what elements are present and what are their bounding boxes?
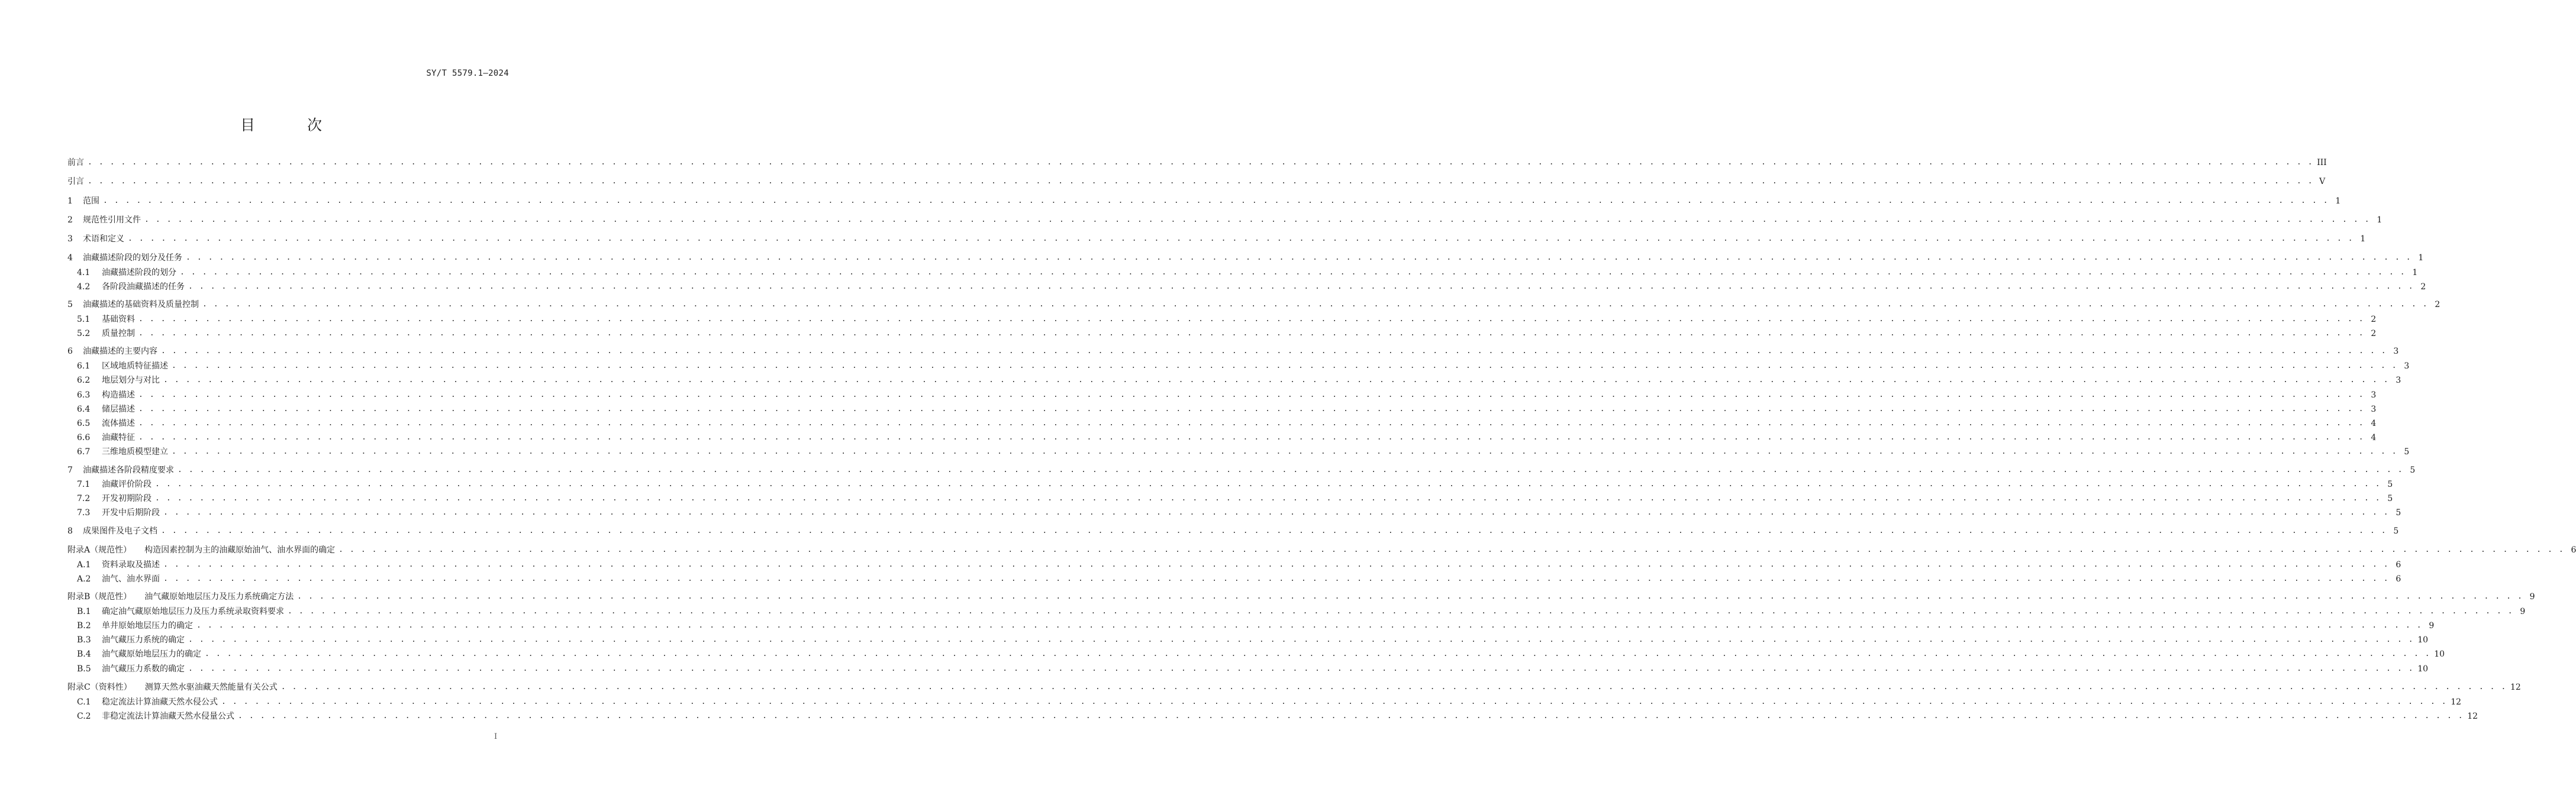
toc-leader-dots: . . . . . . . . . . . . . . . . . . . . . . . . . . . . . . . . . . . . . . . . . . . . . . . . . . . . . . . . . . . . . . . . . . . . . . . . . . . . . . . . . . . . . . . . . . . . . . . . . . . . . . . . . . . . . . . . . . . . . . . . . . . . . . . . . . . . . . . . . . . . . . . . . . . . . . . . . . . . . . . . . . . . . . . . . . . . . . . . . . . . . . . . . . . . . . . . . . . . . . . .: [138, 329, 2365, 338]
toc-entry-number: 5: [67, 300, 73, 309]
toc-entry-title: 非稳定流法计算油藏天然水侵量公式: [102, 712, 234, 721]
toc-entry-number: C.1: [77, 697, 91, 707]
toc-leader-dots: . . . . . . . . . . . . . . . . . . . . . . . . . . . . . . . . . . . . . . . . . . . . . . . . . . . . . . . . . . . . . . . . . . . . . . . . . . . . . . . . . . . . . . . . . . . . . . . . . . . . . . . . . . . . . . . . . . . . . . . . . . . . . . . . . . . . . . . . . . . . . . . . . . . . . . . . . . . . . . . . . . . . . . . . . . . . . . . . . . . . . . . . . . . . . . . . . . . . . . . .: [172, 447, 2398, 456]
toc-entry-number: 6.1: [77, 361, 91, 371]
toc-entry-number: 2: [67, 215, 73, 225]
toc-leader-dots: . . . . . . . . . . . . . . . . . . . . . . . . . . . . . . . . . . . . . . . . . . . . . . . . . . . . . . . . . . . . . . . . . . . . . . . . . . . . . . . . . . . . . . . . . . . . . . . . . . . . . . . . . . . . . . . . . . . . . . . . . . . . . . . . . . . . . . . . . . . . . . . . . . . . . . . . . . . . . . . . . . . . . . . . . . . . . . . . . . . . . . . . . . . . . . . . . . . . . . . .: [88, 177, 2314, 186]
toc-entry-title: 基础资料: [102, 315, 135, 324]
toc-entry-number: B.4: [77, 649, 91, 659]
toc-entry-number: 4.1: [77, 268, 91, 277]
toc-entry[interactable]: [67, 176, 2326, 188]
toc-entry-number: 7.1: [77, 480, 91, 489]
toc-entry[interactable]: [77, 446, 2410, 458]
toc-leader-dots: . . . . . . . . . . . . . . . . . . . . . . . . . . . . . . . . . . . . . . . . . . . . . . . . . . . . . . . . . . . . . . . . . . . . . . . . . . . . . . . . . . . . . . . . . . . . . . . . . . . . . . . . . . . . . . . . . . . . . . . . . . . . . . . . . . . . . . . . . . . . . . . . . . . . . . . . . . . . . . . . . . . . . . . . . . . . . . . . . . . . . . . . . . . . . . . . . . . . . . . .: [128, 234, 2354, 243]
toc-entry[interactable]: [67, 157, 2327, 169]
toc-page-number: 1: [2335, 196, 2341, 206]
toc-entry-title: 地层划分与对比: [102, 376, 160, 385]
toc-entry-title: 成果图件及电子文档: [83, 526, 157, 536]
toc-entry-number: 4.2: [77, 282, 91, 292]
toc-title: 目 次: [240, 117, 346, 134]
toc-page-number: 6: [2396, 574, 2401, 584]
toc-entry-title: 测算天然水驱油藏天然能量有关公式: [144, 683, 278, 692]
toc-entry[interactable]: [77, 281, 2426, 293]
toc-page-number: 10: [2417, 635, 2429, 645]
toc-page-number: 2: [2371, 329, 2377, 338]
toc-entry-number: B.5: [77, 664, 91, 674]
toc-leader-dots: . . . . . . . . . . . . . . . . . . . . . . . . . . . . . . . . . . . . . . . . . . . . . . . . . . . . . . . . . . . . . . . . . . . . . . . . . . . . . . . . . . . . . . . . . . . . . . . . . . . . . . . . . . . . . . . . . . . . . . . . . . . . . . . . . . . . . . . . . . . . . . . . . . . . . . . . . . . . . . . . . . . . . . . . . . . . . . . . . . . . . . . . . . . . . . . . . . . . . . . .: [161, 347, 2387, 356]
toc-page-number: 10: [2417, 664, 2429, 674]
toc-page-number: 2: [2371, 315, 2377, 324]
toc-page-number: 3: [2404, 361, 2410, 371]
toc-page-number: 6: [2571, 545, 2576, 555]
toc-page-number: 5: [2387, 494, 2393, 503]
toc-entry[interactable]: [67, 345, 2399, 357]
toc-page-number: 3: [2396, 376, 2401, 385]
toc-entry-title: 单井原始地层压力的确定: [102, 621, 193, 631]
toc-entry-title: 构造因素控制为主的油藏原始油气、油水界面的确定: [144, 545, 336, 555]
toc-page-number: III: [2317, 158, 2327, 167]
toc-entry-title: 规范性引用文件: [83, 215, 141, 225]
toc-entry[interactable]: [67, 233, 2366, 245]
toc-page-number: 5: [2393, 526, 2399, 536]
toc-page-number: 1: [2418, 253, 2424, 263]
toc-leader-dots: . . . . . . . . . . . . . . . . . . . . . . . . . . . . . . . . . . . . . . . . . . . . . . . . . . . . . . . . . . . . . . . . . . . . . . . . . . . . . . . . . . . . . . . . . . . . . . . . . . . . . . . . . . . . . . . . . . . . . . . . . . . . . . . . . . . . . . . . . . . . . . . . . . . . . . . . . . . . . . . . . . . . . . . . . . . . . . . . . . . . . . . . . . . . . . . . . . . . . . . .: [138, 405, 2365, 413]
toc-entry[interactable]: [77, 620, 2435, 632]
toc-leader-dots: . . . . . . . . . . . . . . . . . . . . . . . . . . . . . . . . . . . . . . . . . . . . . . . . . . . . . . . . . . . . . . . . . . . . . . . . . . . . . . . . . . . . . . . . . . . . . . . . . . . . . . . . . . . . . . . . . . . . . . . . . . . . . . . . . . . . . . . . . . . . . . . . . . . . . . . . . . . . . . . . . . . . . . . . . . . . . . . . . . . . . . . . . . . . . . . . . . . . . . . .: [155, 480, 2381, 489]
toc-entry-number: C.2: [77, 712, 91, 721]
toc-entry[interactable]: [77, 374, 2401, 386]
toc-entry-title: 构造描述: [102, 390, 135, 400]
toc-leader-dots: . . . . . . . . . . . . . . . . . . . . . . . . . . . . . . . . . . . . . . . . . . . . . . . . . . . . . . . . . . . . . . . . . . . . . . . . . . . . . . . . . . . . . . . . . . . . . . . . . . . . . . . . . . . . . . . . . . . . . . . . . . . . . . . . . . . . . . . . . . . . . . . . . . . . . . . . . . . . . . . . . . . . . . . . . . . . . . . . . . . . . . . . . . . . . . . . . . . . . . . .: [288, 607, 2514, 616]
toc-entry-title: 开发初期阶段: [102, 494, 151, 503]
toc-leader-dots: . . . . . . . . . . . . . . . . . . . . . . . . . . . . . . . . . . . . . . . . . . . . . . . . . . . . . . . . . . . . . . . . . . . . . . . . . . . . . . . . . . . . . . . . . . . . . . . . . . . . . . . . . . . . . . . . . . . . . . . . . . . . . . . . . . . . . . . . . . . . . . . . . . . . . . . . . . . . . . . . . . . . . . . . . . . . . . . . . . . . . . . . . . . . . . . . . . . . . . . .: [138, 390, 2365, 399]
toc-page-number: V: [2319, 177, 2326, 186]
toc-entry-number: B.2: [77, 621, 91, 631]
toc-entry[interactable]: [67, 299, 2440, 311]
toc-entry[interactable]: [77, 573, 2401, 585]
toc-entry-title: 油气藏压力系数的确定: [102, 664, 185, 674]
toc-entry[interactable]: [77, 314, 2377, 325]
toc-leader-dots: . . . . . . . . . . . . . . . . . . . . . . . . . . . . . . . . . . . . . . . . . . . . . . . . . . . . . . . . . . . . . . . . . . . . . . . . . . . . . . . . . . . . . . . . . . . . . . . . . . . . . . . . . . . . . . . . . . . . . . . . . . . . . . . . . . . . . . . . . . . . . . . . . . . . . . . . . . . . . . . . . . . . . . . . . . . . . . . . . . . . . . . . . . . . . . . . . . . . . . . .: [180, 268, 2406, 277]
toc-entry[interactable]: [67, 464, 2416, 476]
toc-entry[interactable]: [77, 634, 2429, 646]
toc-page-number: 12: [2451, 697, 2462, 707]
toc-entry-title: 术语和定义: [83, 234, 124, 244]
toc-appendix-type: （规范性）: [90, 545, 132, 555]
toc-entry-number: 6.5: [77, 419, 91, 428]
toc-page-number: 3: [2371, 405, 2377, 414]
toc-entry[interactable]: [77, 648, 2445, 660]
toc-page-number: 12: [2467, 712, 2478, 721]
toc-entry-number: 6.3: [77, 390, 91, 400]
toc-page-number: 6: [2396, 560, 2401, 570]
toc-entry-title: 储层描述: [102, 405, 135, 414]
toc-page-number: 10: [2434, 649, 2445, 659]
toc-entry-title: 流体描述: [102, 419, 135, 428]
toc-entry[interactable]: [67, 525, 2399, 537]
toc-entry[interactable]: [67, 544, 2576, 556]
toc-entry-title: 油藏特征: [102, 433, 135, 442]
toc-leader-dots: . . . . . . . . . . . . . . . . . . . . . . . . . . . . . . . . . . . . . . . . . . . . . . . . . . . . . . . . . . . . . . . . . . . . . . . . . . . . . . . . . . . . . . . . . . . . . . . . . . . . . . . . . . . . . . . . . . . . . . . . . . . . . . . . . . . . . . . . . . . . . . . . . . . . . . . . . . . . . . . . . . . . . . . . . . . . . . . . . . . . . . . . . . . . . . . . . . . . . . . .: [144, 215, 2371, 224]
toc-leader-dots: . . . . . . . . . . . . . . . . . . . . . . . . . . . . . . . . . . . . . . . . . . . . . . . . . . . . . . . . . . . . . . . . . . . . . . . . . . . . . . . . . . . . . . . . . . . . . . . . . . . . . . . . . . . . . . . . . . . . . . . . . . . . . . . . . . . . . . . . . . . . . . . . . . . . . . . . . . . . . . . . . . . . . . . . . . . . . . . . . . . . . . . . . . . . . . . . . . . . . . . .: [188, 635, 2414, 644]
toc-entry-number: 3: [67, 234, 73, 244]
toc-entry-title: 三维地质模型建立: [102, 447, 168, 457]
toc-entry[interactable]: [77, 710, 2478, 722]
toc-entry-number: A.1: [77, 560, 91, 570]
toc-leader-dots: . . . . . . . . . . . . . . . . . . . . . . . . . . . . . . . . . . . . . . . . . . . . . . . . . . . . . . . . . . . . . . . . . . . . . . . . . . . . . . . . . . . . . . . . . . . . . . . . . . . . . . . . . . . . . . . . . . . . . . . . . . . . . . . . . . . . . . . . . . . . . . . . . . . . . . . . . . . . . . . . . . . . . . . . . . . . . . . . . . . . . . . . . . . . . . . . . . . . . . . .: [281, 683, 2507, 691]
toc-page-number: 5: [2410, 466, 2416, 475]
toc-leader-dots: . . . . . . . . . . . . . . . . . . . . . . . . . . . . . . . . . . . . . . . . . . . . . . . . . . . . . . . . . . . . . . . . . . . . . . . . . . . . . . . . . . . . . . . . . . . . . . . . . . . . . . . . . . . . . . . . . . . . . . . . . . . . . . . . . . . . . . . . . . . . . . . . . . . . . . . . . . . . . . . . . . . . . . . . . . . . . . . . . . . . . . . . . . . . . . . . . . . . . . . .: [186, 253, 2412, 262]
toc-leader-dots: . . . . . . . . . . . . . . . . . . . . . . . . . . . . . . . . . . . . . . . . . . . . . . . . . . . . . . . . . . . . . . . . . . . . . . . . . . . . . . . . . . . . . . . . . . . . . . . . . . . . . . . . . . . . . . . . . . . . . . . . . . . . . . . . . . . . . . . . . . . . . . . . . . . . . . . . . . . . . . . . . . . . . . . . . . . . . . . . . . . . . . . . . . . . . . . . . . . . . . . .: [138, 419, 2365, 428]
toc-entry-title: 油藏描述阶段的划分及任务: [83, 253, 182, 263]
toc-entry-number: 7: [67, 466, 73, 475]
toc-entry-title: 油藏描述的基础资料及质量控制: [83, 300, 199, 309]
toc-page-number: 2: [2420, 282, 2426, 292]
toc-leader-dots: . . . . . . . . . . . . . . . . . . . . . . . . . . . . . . . . . . . . . . . . . . . . . . . . . . . . . . . . . . . . . . . . . . . . . . . . . . . . . . . . . . . . . . . . . . . . . . . . . . . . . . . . . . . . . . . . . . . . . . . . . . . . . . . . . . . . . . . . . . . . . . . . . . . . . . . . . . . . . . . . . . . . . . . . . . . . . . . . . . . . . . . . . . . . . . . . . . . . . . . .: [163, 508, 2390, 517]
toc-entry[interactable]: [77, 663, 2429, 675]
toc-leader-dots: . . . . . . . . . . . . . . . . . . . . . . . . . . . . . . . . . . . . . . . . . . . . . . . . . . . . . . . . . . . . . . . . . . . . . . . . . . . . . . . . . . . . . . . . . . . . . . . . . . . . . . . . . . . . . . . . . . . . . . . . . . . . . . . . . . . . . . . . . . . . . . . . . . . . . . . . . . . . . . . . . . . . . . . . . . . . . . . . . . . . . . . . . . . . . . . . . . . . . . . .: [163, 376, 2390, 384]
toc-entry-title: 油气藏原始地层压力的确定: [102, 649, 201, 659]
toc-entry-number: 6.7: [77, 447, 91, 457]
toc-leader-dots: . . . . . . . . . . . . . . . . . . . . . . . . . . . . . . . . . . . . . . . . . . . . . . . . . . . . . . . . . . . . . . . . . . . . . . . . . . . . . . . . . . . . . . . . . . . . . . . . . . . . . . . . . . . . . . . . . . . . . . . . . . . . . . . . . . . . . . . . . . . . . . . . . . . . . . . . . . . . . . . . . . . . . . . . . . . . . . . . . . . . . . . . . . . . . . . . . . . . . . . .: [205, 649, 2431, 658]
toc-entry-title: 确定油气藏原始地层压力及压力系统录取资料要求: [102, 607, 284, 616]
toc-entry-number: 6.4: [77, 405, 91, 414]
toc-appendix-type: （资料性）: [90, 683, 132, 692]
toc-leader-dots: . . . . . . . . . . . . . . . . . . . . . . . . . . . . . . . . . . . . . . . . . . . . . . . . . . . . . . . . . . . . . . . . . . . . . . . . . . . . . . . . . . . . . . . . . . . . . . . . . . . . . . . . . . . . . . . . . . . . . . . . . . . . . . . . . . . . . . . . . . . . . . . . . . . . . . . . . . . . . . . . . . . . . . . . . . . . . . . . . . . . . . . . . . . . . . . . . . . . . . . .: [163, 560, 2390, 569]
toc-leader-dots: . . . . . . . . . . . . . . . . . . . . . . . . . . . . . . . . . . . . . . . . . . . . . . . . . . . . . . . . . . . . . . . . . . . . . . . . . . . . . . . . . . . . . . . . . . . . . . . . . . . . . . . . . . . . . . . . . . . . . . . . . . . . . . . . . . . . . . . . . . . . . . . . . . . . . . . . . . . . . . . . . . . . . . . . . . . . . . . . . . . . . . . . . . . . . . . . . . . . . . . .: [172, 361, 2398, 370]
toc-leader-dots: . . . . . . . . . . . . . . . . . . . . . . . . . . . . . . . . . . . . . . . . . . . . . . . . . . . . . . . . . . . . . . . . . . . . . . . . . . . . . . . . . . . . . . . . . . . . . . . . . . . . . . . . . . . . . . . . . . . . . . . . . . . . . . . . . . . . . . . . . . . . . . . . . . . . . . . . . . . . . . . . . . . . . . . . . . . . . . . . . . . . . . . . . . . . . . . . . . . . . . . .: [178, 466, 2404, 474]
toc-entry-number: B.1: [77, 607, 91, 616]
toc-page-number: 9: [2429, 621, 2435, 631]
toc-entry-title: 开发中后期阶段: [102, 508, 160, 518]
toc-entry-title: 稳定流法计算油藏天然水侵公式: [102, 697, 218, 707]
toc-leader-dots: . . . . . . . . . . . . . . . . . . . . . . . . . . . . . . . . . . . . . . . . . . . . . . . . . . . . . . . . . . . . . . . . . . . . . . . . . . . . . . . . . . . . . . . . . . . . . . . . . . . . . . . . . . . . . . . . . . . . . . . . . . . . . . . . . . . . . . . . . . . . . . . . . . . . . . . . . . . . . . . . . . . . . . . . . . . . . . . . . . . . . . . . . . . . . . . . . . . . . . . .: [188, 282, 2414, 291]
toc-entry-title: 油气藏压力系统的确定: [102, 635, 185, 645]
toc-entry[interactable]: [77, 389, 2377, 401]
toc-entry[interactable]: [67, 214, 2382, 226]
toc-leader-dots: . . . . . . . . . . . . . . . . . . . . . . . . . . . . . . . . . . . . . . . . . . . . . . . . . . . . . . . . . . . . . . . . . . . . . . . . . . . . . . . . . . . . . . . . . . . . . . . . . . . . . . . . . . . . . . . . . . . . . . . . . . . . . . . . . . . . . . . . . . . . . . . . . . . . . . . . . . . . . . . . . . . . . . . . . . . . . . . . . . . . . . . . . . . . . . . . . . . . . . . .: [238, 712, 2464, 720]
toc-leader-dots: . . . . . . . . . . . . . . . . . . . . . . . . . . . . . . . . . . . . . . . . . . . . . . . . . . . . . . . . . . . . . . . . . . . . . . . . . . . . . . . . . . . . . . . . . . . . . . . . . . . . . . . . . . . . . . . . . . . . . . . . . . . . . . . . . . . . . . . . . . . . . . . . . . . . . . . . . . . . . . . . . . . . . . . . . . . . . . . . . . . . . . . . . . . . . . . . . . . . . . . .: [196, 621, 2423, 630]
toc-entry-number: 8: [67, 526, 73, 536]
page-number: I: [494, 732, 498, 741]
standard-code: SY/T 5579.1—2024: [426, 69, 509, 78]
toc-leader-dots: . . . . . . . . . . . . . . . . . . . . . . . . . . . . . . . . . . . . . . . . . . . . . . . . . . . . . . . . . . . . . . . . . . . . . . . . . . . . . . . . . . . . . . . . . . . . . . . . . . . . . . . . . . . . . . . . . . . . . . . . . . . . . . . . . . . . . . . . . . . . . . . . . . . . . . . . . . . . . . . . . . . . . . . . . . . . . . . . . . . . . . . . . . . . . . . . . . . . . . . .: [221, 697, 2448, 706]
toc-page-number: 2: [2435, 300, 2440, 309]
toc-entry-number: 5.1: [77, 315, 91, 324]
toc-page-number: 12: [2510, 683, 2521, 692]
toc-entry[interactable]: [67, 252, 2424, 264]
toc-entry-title: 油藏描述各阶段精度要求: [83, 466, 174, 475]
toc-leader-dots: . . . . . . . . . . . . . . . . . . . . . . . . . . . . . . . . . . . . . . . . . . . . . . . . . . . . . . . . . . . . . . . . . . . . . . . . . . . . . . . . . . . . . . . . . . . . . . . . . . . . . . . . . . . . . . . . . . . . . . . . . . . . . . . . . . . . . . . . . . . . . . . . . . . . . . . . . . . . . . . . . . . . . . . . . . . . . . . . . . . . . . . . . . . . . . . . . . . . . . . .: [88, 158, 2314, 167]
toc-appendix-type: （规范性）: [90, 592, 132, 602]
toc-entry-number: B.3: [77, 635, 91, 645]
toc-entry[interactable]: [77, 559, 2401, 571]
toc-entry-title: 油气、油水界面: [102, 574, 160, 584]
toc-entry[interactable]: [77, 696, 2462, 708]
toc-entry-number: 5.2: [77, 329, 91, 338]
toc-page-number: 3: [2393, 347, 2399, 356]
toc-entry-number: A.2: [77, 574, 91, 584]
toc-entry-number: 6: [67, 347, 73, 356]
toc-entry[interactable]: [77, 328, 2377, 340]
toc-page-number: 9: [2520, 607, 2526, 616]
toc-entry-title: 油藏评价阶段: [102, 480, 151, 489]
toc-entry-title: 引言: [67, 177, 84, 186]
toc-entry[interactable]: [77, 507, 2401, 519]
toc-page-number: 5: [2387, 480, 2393, 489]
toc-entry-title: 范围: [83, 196, 99, 206]
toc-entry-title: 油藏描述阶段的划分: [102, 268, 176, 277]
toc-leader-dots: . . . . . . . . . . . . . . . . . . . . . . . . . . . . . . . . . . . . . . . . . . . . . . . . . . . . . . . . . . . . . . . . . . . . . . . . . . . . . . . . . . . . . . . . . . . . . . . . . . . . . . . . . . . . . . . . . . . . . . . . . . . . . . . . . . . . . . . . . . . . . . . . . . . . . . . . . . . . . . . . . . . . . . . . . . . . . . . . . . . . . . . . . . . . . . . . . . . . . . . .: [155, 494, 2381, 503]
toc-page-number: 9: [2529, 592, 2535, 602]
toc-entry-number: 6.2: [77, 376, 91, 385]
toc-leader-dots: . . . . . . . . . . . . . . . . . . . . . . . . . . . . . . . . . . . . . . . . . . . . . . . . . . . . . . . . . . . . . . . . . . . . . . . . . . . . . . . . . . . . . . . . . . . . . . . . . . . . . . . . . . . . . . . . . . . . . . . . . . . . . . . . . . . . . . . . . . . . . . . . . . . . . . . . . . . . . . . . . . . . . . . . . . . . . . . . . . . . . . . . . . . . . . . . . . . . . . . .: [338, 545, 2565, 554]
toc-entry[interactable]: [67, 681, 2521, 693]
toc-leader-dots: . . . . . . . . . . . . . . . . . . . . . . . . . . . . . . . . . . . . . . . . . . . . . . . . . . . . . . . . . . . . . . . . . . . . . . . . . . . . . . . . . . . . . . . . . . . . . . . . . . . . . . . . . . . . . . . . . . . . . . . . . . . . . . . . . . . . . . . . . . . . . . . . . . . . . . . . . . . . . . . . . . . . . . . . . . . . . . . . . . . . . . . . . . . . . . . . . . . . . . . .: [138, 433, 2365, 442]
toc-entry[interactable]: [77, 267, 2418, 279]
toc-leader-dots: . . . . . . . . . . . . . . . . . . . . . . . . . . . . . . . . . . . . . . . . . . . . . . . . . . . . . . . . . . . . . . . . . . . . . . . . . . . . . . . . . . . . . . . . . . . . . . . . . . . . . . . . . . . . . . . . . . . . . . . . . . . . . . . . . . . . . . . . . . . . . . . . . . . . . . . . . . . . . . . . . . . . . . . . . . . . . . . . . . . . . . . . . . . . . . . . . . . . . . . .: [297, 592, 2523, 601]
toc-leader-dots: . . . . . . . . . . . . . . . . . . . . . . . . . . . . . . . . . . . . . . . . . . . . . . . . . . . . . . . . . . . . . . . . . . . . . . . . . . . . . . . . . . . . . . . . . . . . . . . . . . . . . . . . . . . . . . . . . . . . . . . . . . . . . . . . . . . . . . . . . . . . . . . . . . . . . . . . . . . . . . . . . . . . . . . . . . . . . . . . . . . . . . . . . . . . . . . . . . . . . . . .: [188, 664, 2414, 673]
toc-entry[interactable]: [77, 432, 2377, 444]
toc-entry[interactable]: [77, 606, 2526, 618]
toc-entry[interactable]: [77, 479, 2393, 490]
toc-entry-title: 区域地质特征描述: [102, 361, 168, 371]
toc-entry-title: 各阶段油藏描述的任务: [102, 282, 185, 292]
toc-leader-dots: . . . . . . . . . . . . . . . . . . . . . . . . . . . . . . . . . . . . . . . . . . . . . . . . . . . . . . . . . . . . . . . . . . . . . . . . . . . . . . . . . . . . . . . . . . . . . . . . . . . . . . . . . . . . . . . . . . . . . . . . . . . . . . . . . . . . . . . . . . . . . . . . . . . . . . . . . . . . . . . . . . . . . . . . . . . . . . . . . . . . . . . . . . . . . . . . . . . . . . . .: [161, 526, 2387, 535]
toc-page-number: 4: [2371, 419, 2377, 428]
toc-entry-title: 质量控制: [102, 329, 135, 338]
toc-page-number: 5: [2404, 447, 2410, 457]
toc-entry-number: 7.3: [77, 508, 91, 518]
toc-entry-title: 油气藏原始地层压力及压力系统确定方法: [144, 592, 294, 602]
toc-entry-number: 7.2: [77, 494, 91, 503]
toc-leader-dots: . . . . . . . . . . . . . . . . . . . . . . . . . . . . . . . . . . . . . . . . . . . . . . . . . . . . . . . . . . . . . . . . . . . . . . . . . . . . . . . . . . . . . . . . . . . . . . . . . . . . . . . . . . . . . . . . . . . . . . . . . . . . . . . . . . . . . . . . . . . . . . . . . . . . . . . . . . . . . . . . . . . . . . . . . . . . . . . . . . . . . . . . . . . . . . . . . . . . . . . .: [103, 196, 2329, 205]
toc-leader-dots: . . . . . . . . . . . . . . . . . . . . . . . . . . . . . . . . . . . . . . . . . . . . . . . . . . . . . . . . . . . . . . . . . . . . . . . . . . . . . . . . . . . . . . . . . . . . . . . . . . . . . . . . . . . . . . . . . . . . . . . . . . . . . . . . . . . . . . . . . . . . . . . . . . . . . . . . . . . . . . . . . . . . . . . . . . . . . . . . . . . . . . . . . . . . . . . . . . . . . . . .: [202, 300, 2429, 309]
toc-page-number: 1: [2360, 234, 2366, 244]
toc-entry-number: 附录C: [67, 683, 91, 692]
toc-page-number: 4: [2371, 433, 2377, 442]
toc-entry-title: 资料录取及描述: [102, 560, 160, 570]
toc-leader-dots: . . . . . . . . . . . . . . . . . . . . . . . . . . . . . . . . . . . . . . . . . . . . . . . . . . . . . . . . . . . . . . . . . . . . . . . . . . . . . . . . . . . . . . . . . . . . . . . . . . . . . . . . . . . . . . . . . . . . . . . . . . . . . . . . . . . . . . . . . . . . . . . . . . . . . . . . . . . . . . . . . . . . . . . . . . . . . . . . . . . . . . . . . . . . . . . . . . . . . . . .: [138, 315, 2365, 324]
toc-entry[interactable]: [67, 591, 2535, 603]
toc-entry[interactable]: [77, 493, 2393, 505]
toc-entry-number: 6.6: [77, 433, 91, 442]
toc-page-number: 1: [2412, 268, 2418, 277]
toc-entry-number: 附录A: [67, 545, 91, 555]
toc-entry[interactable]: [77, 360, 2410, 372]
toc-page-number: 5: [2396, 508, 2401, 518]
toc-page-number: 3: [2371, 390, 2377, 400]
toc-entry[interactable]: [77, 403, 2377, 415]
toc-entry[interactable]: [77, 418, 2377, 429]
toc-entry-number: 1: [67, 196, 73, 206]
toc-entry-number: 4: [67, 253, 73, 263]
toc-entry-title: 前言: [67, 158, 84, 167]
toc-entry-number: 附录B: [67, 592, 91, 602]
toc-entry-title: 油藏描述的主要内容: [83, 347, 157, 356]
toc-entry[interactable]: [67, 195, 2341, 207]
toc-leader-dots: . . . . . . . . . . . . . . . . . . . . . . . . . . . . . . . . . . . . . . . . . . . . . . . . . . . . . . . . . . . . . . . . . . . . . . . . . . . . . . . . . . . . . . . . . . . . . . . . . . . . . . . . . . . . . . . . . . . . . . . . . . . . . . . . . . . . . . . . . . . . . . . . . . . . . . . . . . . . . . . . . . . . . . . . . . . . . . . . . . . . . . . . . . . . . . . . . . . . . . . .: [163, 574, 2390, 583]
toc-page-number: 1: [2377, 215, 2382, 225]
